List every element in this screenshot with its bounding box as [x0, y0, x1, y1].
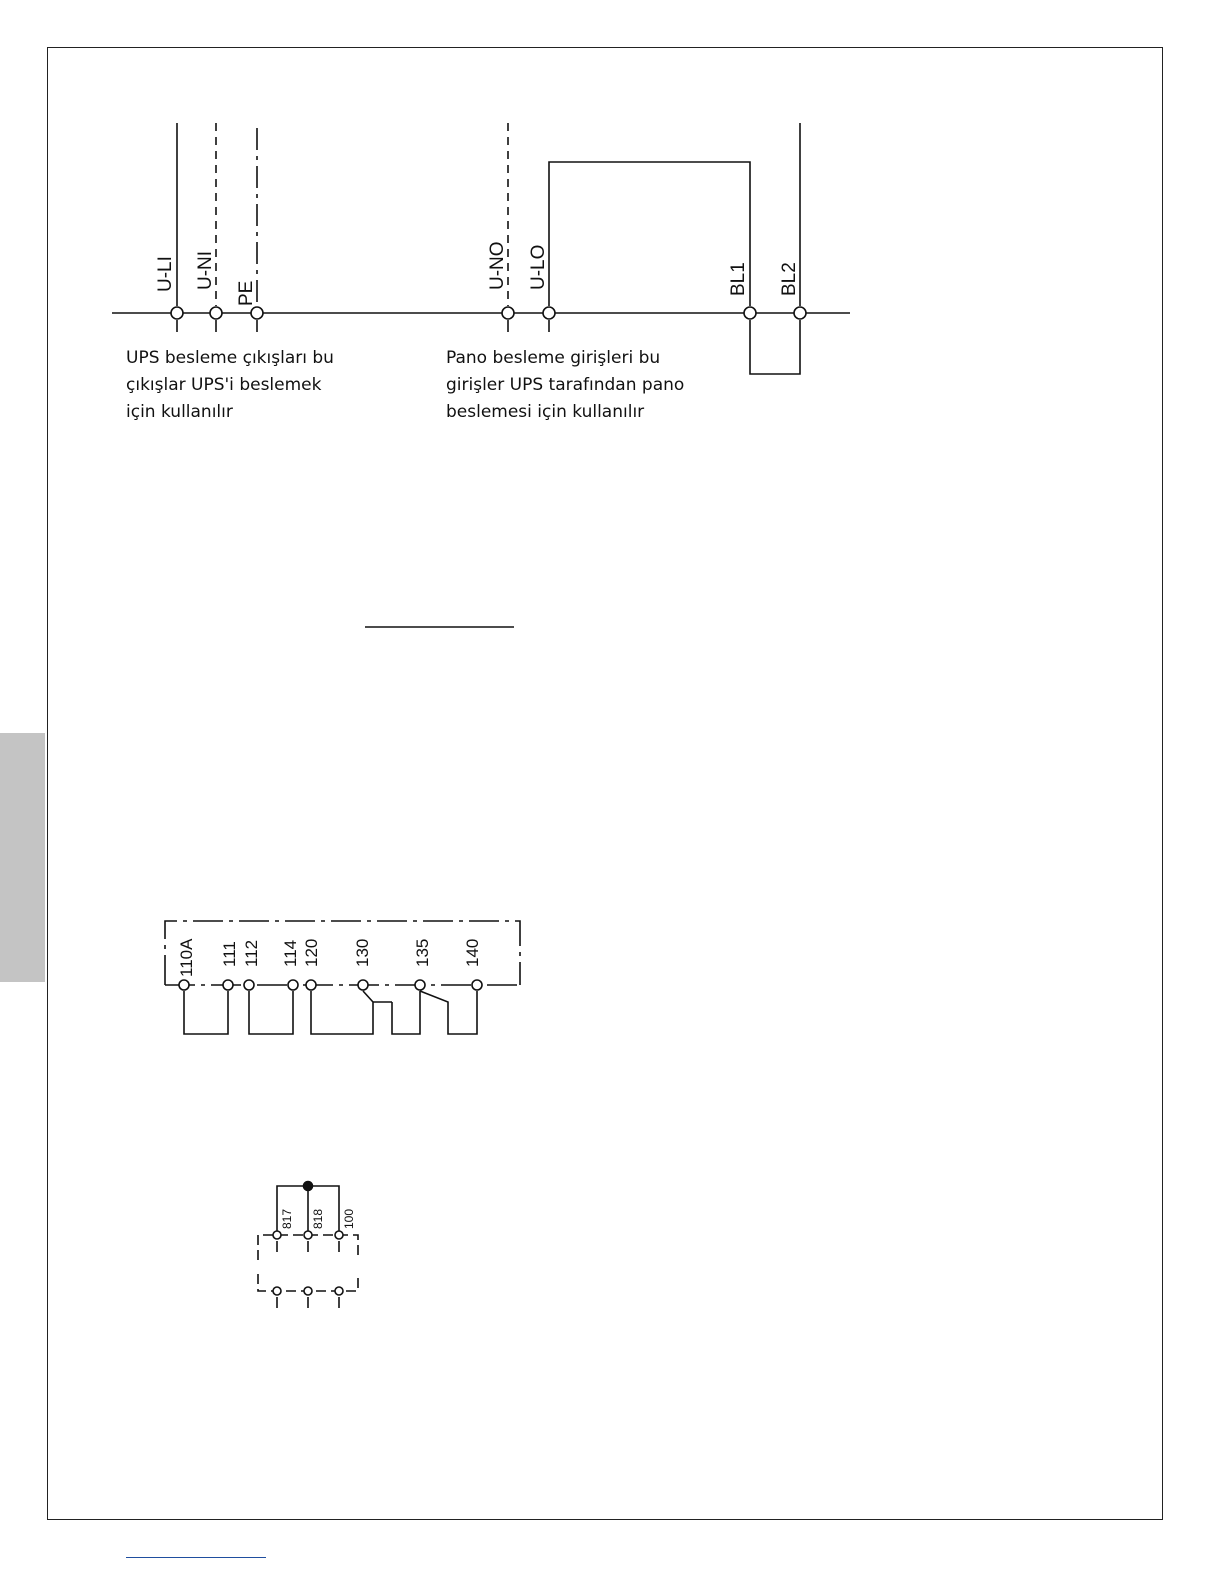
- terminal-label-u-no: U-NO: [487, 241, 508, 290]
- terminal-label-114: 114: [281, 939, 300, 967]
- terminal-label-120: 120: [302, 938, 321, 967]
- terminal-label-135: 135: [413, 938, 432, 967]
- terminal-label-818: 818: [311, 1208, 325, 1229]
- note-right-line-2: girişler UPS tarafından pano: [446, 375, 685, 395]
- terminal-label-817: 817: [280, 1208, 294, 1229]
- terminal-label-111: 111: [220, 941, 239, 967]
- note-right-line-1: Pano besleme girişleri bu: [446, 348, 661, 368]
- terminal-label-u-ni: U-NI: [195, 250, 216, 290]
- note-left-line-3: için kullanılır: [126, 402, 233, 422]
- terminal-label-bl1: BL1: [728, 262, 749, 296]
- note-left-line-1: UPS besleme çıkışları bu: [126, 348, 334, 368]
- note-right-line-3: beslemesi için kullanılır: [446, 402, 645, 422]
- terminal-label-130: 130: [353, 938, 372, 967]
- terminal-label-140: 140: [463, 938, 482, 967]
- terminal-label-110a: 110A: [177, 938, 196, 977]
- terminal-label-100: 100: [342, 1208, 356, 1229]
- terminal-label-112: 112: [242, 939, 261, 967]
- terminal-label-u-lo: U-LO: [528, 244, 549, 290]
- terminal-label-u-li: U-LI: [155, 256, 176, 292]
- terminal-label-pe: PE: [236, 280, 257, 306]
- terminal-label-bl2: BL2: [779, 262, 800, 296]
- note-left-line-2: çıkışlar UPS'i beslemek: [126, 375, 322, 395]
